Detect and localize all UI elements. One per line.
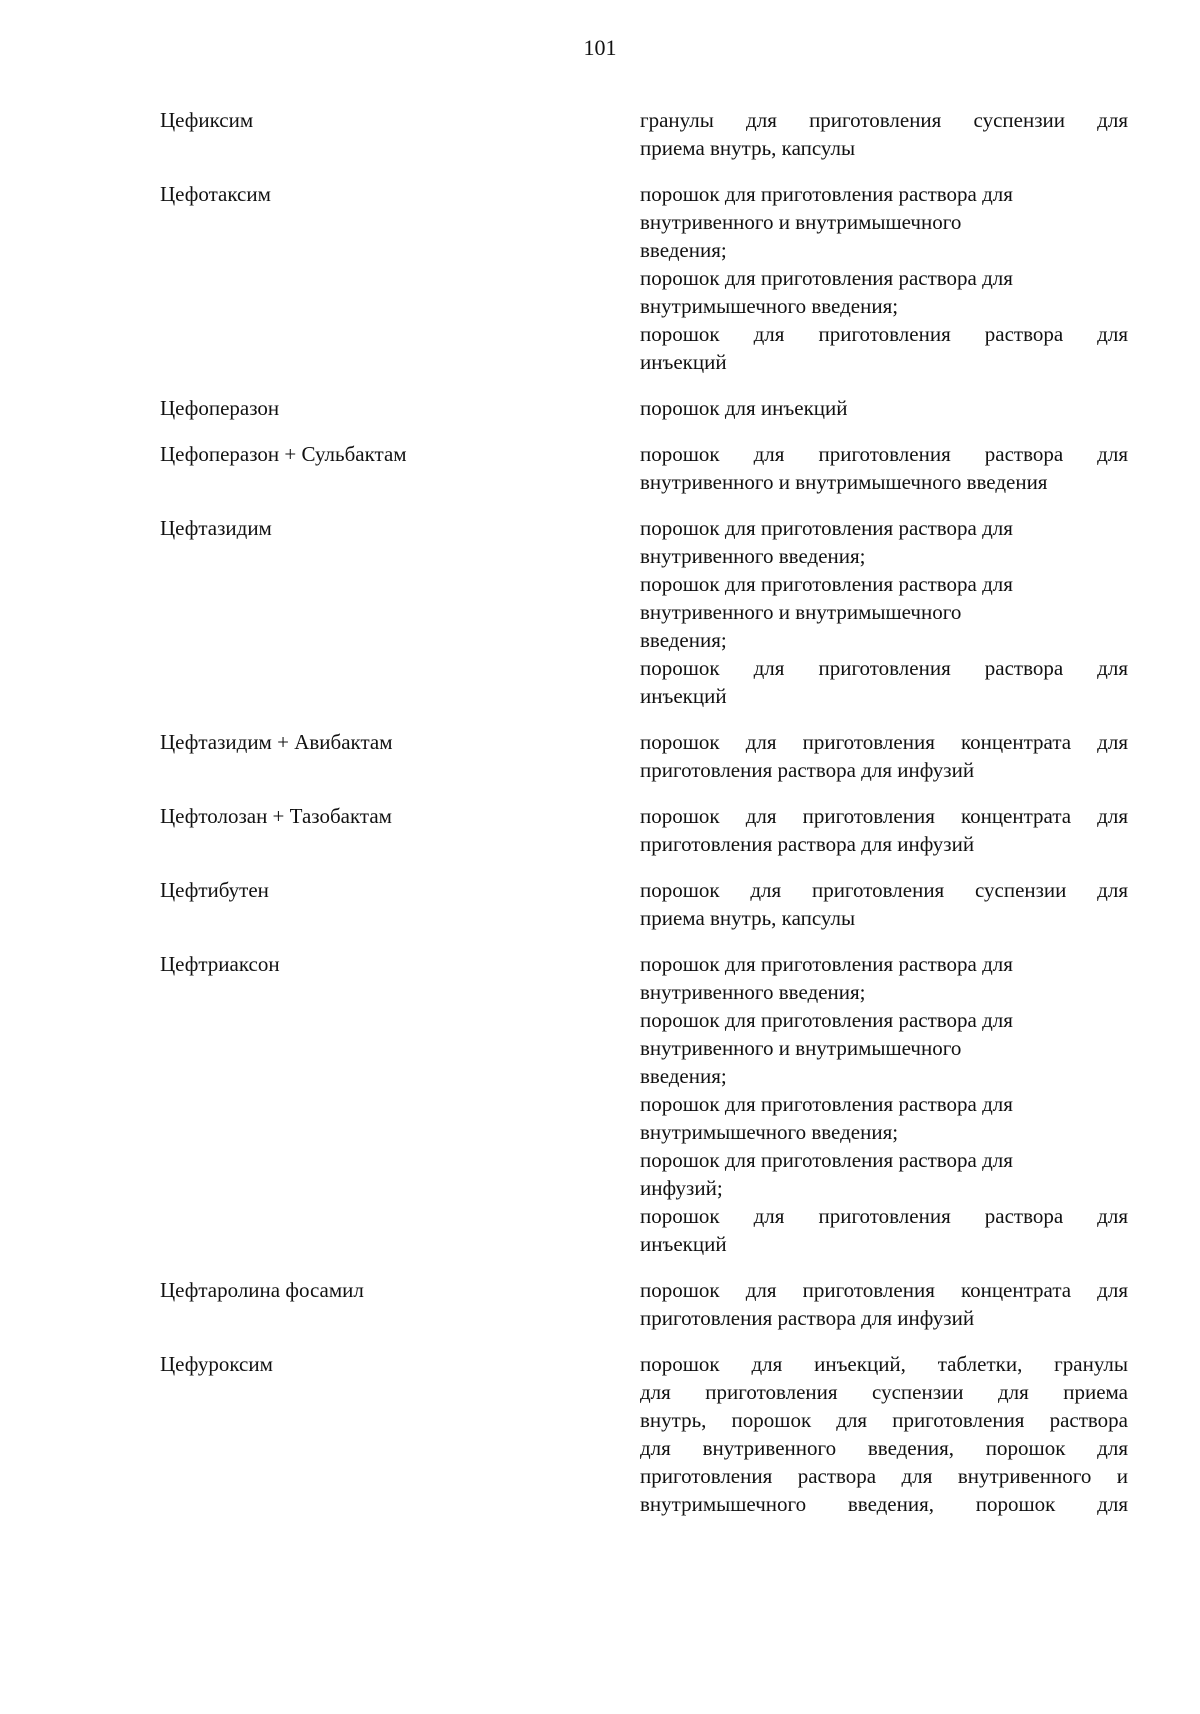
drug-name: Цефоперазон + Сульбактам [160,442,407,466]
form-line: инъекций [640,350,727,374]
form-line: порошок для приготовления раствора для [640,516,1013,540]
form-line: порошок для приготовления раствора для [640,1008,1013,1032]
form-line: порошок для приготовления концентрата для [640,1278,1128,1302]
drug-name: Цефотаксим [160,182,271,206]
form-line: порошок для приготовления раствора для [640,952,1013,976]
list-item [160,1350,1130,1518]
form-line: порошок для приготовления концентрата для [640,730,1128,754]
drug-list [160,106,1130,1518]
form-line: внутримышечного введения; [640,294,899,318]
form-line: введения; [640,238,727,262]
form-line: для приготовления суспензии для приема [640,1380,1128,1404]
form-line: внутривенного введения; [640,544,866,568]
form-line: порошок для приготовления раствора для [640,1092,1013,1116]
form-line: приготовления раствора для инфузий [640,832,975,856]
form-line: порошок для приготовления раствора для [640,266,1013,290]
list-item [160,728,1130,784]
form-line: инъекций [640,1232,727,1256]
dosage-forms [640,1350,1128,1518]
list-item [160,802,1130,858]
dosage-forms [640,106,1128,162]
page-number: 101 [583,35,617,60]
form-line: порошок для инъекций [640,396,848,420]
form-line: внутривенного и внутримышечного [640,210,962,234]
form-line: порошок для приготовления раствора для [640,1148,1013,1172]
form-line: внутривенного и внутримышечного [640,600,962,624]
form-line: приготовления раствора для внутривенного и [640,1464,1128,1488]
list-item [160,950,1130,1258]
form-line: инъекций [640,684,727,708]
form-line: приготовления раствора для инфузий [640,758,975,782]
form-line: порошок для приготовления концентрата для [640,804,1128,828]
drug-name: Цефуроксим [160,1352,273,1376]
form-line: порошок для приготовления раствора для [640,1204,1128,1228]
list-item [160,440,1130,496]
form-line: порошок для приготовления суспензии для [640,878,1128,902]
dosage-forms [640,394,1128,422]
form-line: внутривенного и внутримышечного введения [640,470,1048,494]
form-line: введения; [640,1064,727,1088]
form-line: приготовления раствора для инфузий [640,1306,975,1330]
drug-name: Цефтаролина фосамил [160,1278,364,1302]
dosage-forms [640,728,1128,784]
dosage-forms [640,1276,1128,1332]
drug-name: Цефтазидим + Авибактам [160,730,393,754]
drug-name: Цефтазидим [160,516,272,540]
form-line: порошок для приготовления раствора для [640,572,1013,596]
form-line: порошок для инъекций, таблетки, гранулы [640,1352,1128,1376]
form-line: внутривенного введения; [640,980,866,1004]
dosage-forms [640,180,1128,376]
form-line: инфузий; [640,1176,723,1200]
drug-name: Цефтриаксон [160,952,280,976]
dosage-forms [640,802,1128,858]
form-line: внутримышечного введения; [640,1120,899,1144]
form-line: внутрь, порошок для приготовления раствора [640,1408,1128,1432]
form-line: гранулы для приготовления суспензии для [640,108,1128,132]
form-line: внутривенного и внутримышечного [640,1036,962,1060]
dosage-forms [640,950,1128,1258]
drug-name: Цефиксим [160,108,254,132]
list-item [160,180,1130,376]
list-item [160,514,1130,710]
form-line: для внутривенного введения, порошок для [640,1436,1128,1460]
dosage-forms [640,514,1128,710]
drug-name: Цефоперазон [160,396,280,420]
list-item [160,394,1130,422]
form-line: порошок для приготовления раствора для [640,322,1128,346]
form-line: порошок для приготовления раствора для [640,182,1013,206]
drug-name: Цефтибутен [160,878,269,902]
drug-name: Цефтолозан + Тазобактам [160,804,392,828]
list-item [160,1276,1130,1332]
form-line: порошок для приготовления раствора для [640,442,1128,466]
form-line: приема внутрь, капсулы [640,136,856,160]
dosage-forms [640,876,1128,932]
list-item [160,876,1130,932]
form-line: приема внутрь, капсулы [640,906,856,930]
dosage-forms [640,440,1128,496]
form-line: введения; [640,628,727,652]
form-line: внутримышечного введения, порошок для [640,1492,1128,1516]
list-item [160,106,1130,162]
form-line: порошок для приготовления раствора для [640,656,1128,680]
